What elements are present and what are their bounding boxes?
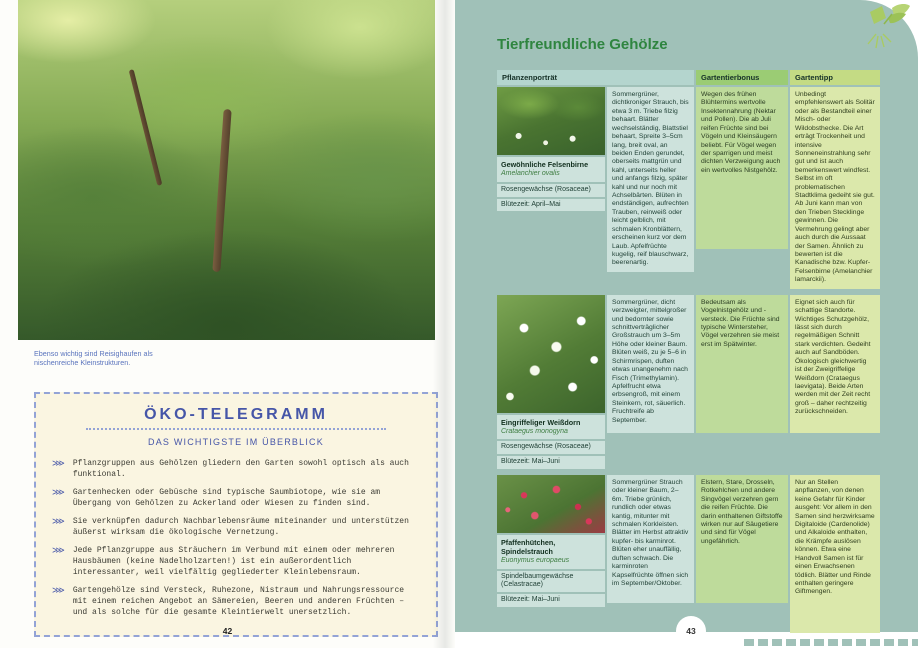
tip-text: Nur an Stellen anpflanzen, von denen keine Gefahr für Kinder ausgeht: Vor allem in den Samen sind herzwirksame Digitaloide (Cardenolide) und Alkaloide enthalten, die Krämpfe auslösen können. Etwa eine Handvoll Samen ist für einen Erwachsenen tödlich. Blätter und Rinde enthalten geringere Giftmengen. <box>790 475 880 633</box>
plant-portrait-column <box>497 295 605 469</box>
plant-photo-felsenbirne <box>497 87 605 155</box>
column-header-gartentierbonus: Gartentierbonus <box>696 70 788 85</box>
garden-photo <box>18 0 435 340</box>
tip-text: Eignet sich auch für schattige Standorte. Wichtiges Schutzgehölz, lässt sich durch regelmäßigen Schnitt stark verdichten. Gedeiht auch auf Sandböden. Ökologisch gleichwertig ist der Zweigriffelige Weißdorn (Crataegus laevigata). Beide Arten werden mit der Zeit recht groß – daher rechtzeitig zurückschneiden. <box>790 295 880 433</box>
plant-family: Rosengewächse (Rosaceae) <box>497 441 605 454</box>
bullet-text: Jede Pflanzgruppe aus Sträuchern im Verbund mit einem oder mehreren Hausbäumen (keine Nadelholzarten!) ist ein außerordentlich interessanter, weil vielfältig gegliederter Kleinlebensraum. <box>72 546 395 578</box>
plant-family: Rosengewächse (Rosaceae) <box>497 184 605 197</box>
plant-latin-name: Euonymus europaeus <box>501 556 570 564</box>
column-header-pflanzenportraet: Pflanzenporträt <box>497 70 694 85</box>
page-number-left: 42 <box>222 626 233 636</box>
bonus-text: Bedeutsam als Vogelnistgehölz und -versteck. Die Früchte sind typische Wintersteher, Vögel verzehren sie meist erst im Spätwinter. <box>696 295 788 433</box>
portrait-text: Sommergrüner Strauch oder kleiner Baum, 2–6m. Triebe grünlich, rundlich oder etwas kantig, mitunter mit schmalen Korkleisten. Blätter im Herbst attraktiv kupfer- bis karminrot. Blüten eher unauffällig, duften schwach. Die karminroten Kapselfrüchte öffnen sich im September/Oktober. <box>607 475 694 603</box>
portrait-text: Sommergrüner, dicht verzweigter, mittelgroßer und bedornter sowie schnittverträglicher Großstrauch um 3–5m Höhe oder kleiner Baum. Blüten weiß, zu je 5–6 in Schirmrispen, duften etwas unangenehm nach Fisch (Trimethylamin). Apfelfrucht etwa erbsengroß, mit einem Steinkern, rot, säuerlich. Fruchtreife ab September. <box>607 295 694 433</box>
plant-name: Eingriffeliger Weißdorn <box>501 417 581 427</box>
bottom-tick-marks <box>744 639 918 646</box>
page-number-right: 43 <box>676 616 706 646</box>
list-item <box>52 516 420 538</box>
arrow-bullet-icon: ⋙ <box>52 516 65 527</box>
arrow-bullet-icon: ⋙ <box>52 487 65 498</box>
telegram-subtitle: DAS WICHTIGSTE IM ÜBERBLICK <box>148 437 324 447</box>
bullet-text: Gartengehölze sind Versteck, Ruhezone, Nistraum und Nahrungsressource mit einem reichen Angebot an Sämereien, Beeren und anderen Früchten – und als solche für die gesamte Kleintierwelt unersetzlich. <box>72 586 405 618</box>
column-header-gartentipp: Gartentipp <box>790 70 880 85</box>
page-spine-shadow <box>433 0 455 648</box>
plant-photo-pfaffenhuetchen <box>497 475 605 533</box>
table-row <box>497 295 880 469</box>
left-page <box>0 0 455 648</box>
bullet-text: Pflanzgruppen aus Gehölzen gliedern den Garten sowohl optisch als auch funktional. <box>72 459 409 480</box>
leaf-decoration-icon <box>848 0 916 58</box>
plant-table <box>497 70 880 639</box>
list-item <box>52 545 420 578</box>
arrow-bullet-icon: ⋙ <box>52 545 65 556</box>
arrow-bullet-icon: ⋙ <box>52 585 65 596</box>
bullet-text: Gartenhecken oder Gebüsche sind typische Saumbiotope, wie sie am Übergang von Gehölzen zu Ackerland oder Wiesen zu finden sind. <box>72 488 381 509</box>
plant-portrait-column <box>497 87 605 211</box>
oeko-telegramm-box <box>34 392 438 637</box>
dotted-divider <box>86 428 386 430</box>
bullet-text: Sie verknüpfen dadurch Nachbarlebensräume miteinander und unterstützen äußerst wirksam die ökologische Vernetzung. <box>72 517 409 538</box>
right-page <box>455 0 918 632</box>
list-item <box>52 458 420 480</box>
bonus-text: Elstern, Stare, Drosseln, Rotkehlchen und andere Singvögel verzehren gern die reifen Früchte. Die darin enthaltenen Giftstoffe wirken nur auf Säugetiere und sind für Vögel ungefährlich. <box>696 475 788 603</box>
photo-caption: Ebenso wichtig sind Reisighaufen als nischenreiche Kleinstrukturen. <box>34 349 153 368</box>
tip-text: Unbedingt empfehlenswert als Solitär oder als Bestandteil einer Misch- oder Wildobsthecke. Die Art erträgt Trockenheit und intensive Sonneneinstrahlung sehr gut und ist auch bemerkenswert windfest. Selbst im oft problematischen Stadtklima gedeiht sie gut. Ab Juni kann man von den Trieben Stecklinge gewinnen. Die Vermehrung gelingt aber auch durch die Aussaat der Samen. Ähnlich zu bewerten ist die Kanadische bzw. Kupfer-Felsenbirne (Amelanchier lamarckii). <box>790 87 880 289</box>
plant-photo-weissdorn <box>497 295 605 413</box>
plant-bloom-time: Blütezeit: April–Mai <box>497 199 605 212</box>
plant-name-box <box>497 157 605 182</box>
plant-name: Pfaffenhütchen, Spindelstrauch <box>501 537 556 556</box>
telegram-title: ÖKO-TELEGRAMM <box>144 406 328 423</box>
plant-name: Gewöhnliche Felsenbirne <box>501 160 589 169</box>
portrait-text: Sommergrüner, dichtkroniger Strauch, bis etwa 3 m. Triebe filzig behaart. Blätter wechselständig, Blattstiel behaart, Spreite 3–5cm lang, breit oval, an beiden Enden gerundet, oberseits mattgrün und kahl, unterseits heller und anfangs filzig, später kahl und nur noch mit Achselbärten. Blüten in endständigen, aufrechten Trauben, reinweiß oder leicht gelblich, mit schmalen Kronblättern, erscheinen kurz vor dem Laub. Apfelfrüchte kugelig, reif blauschwarz, beerenartig. <box>607 87 694 272</box>
list-item <box>52 487 420 509</box>
list-item <box>52 585 420 618</box>
plant-bloom-time: Blütezeit: Mai–Juni <box>497 594 605 607</box>
telegram-bullet-list <box>52 458 420 618</box>
table-header-row <box>497 70 880 85</box>
table-row <box>497 87 880 289</box>
table-row <box>497 475 880 633</box>
plant-latin-name: Amelanchier ovalis <box>501 170 560 177</box>
plant-bloom-time: Blütezeit: Mai–Juni <box>497 456 605 469</box>
plant-latin-name: Crataegus monogyna <box>501 427 568 435</box>
plant-name-box <box>497 415 605 440</box>
plant-family: Spindelbaumgewächse (Celastracae) <box>497 571 605 593</box>
plant-portrait-column <box>497 475 605 607</box>
arrow-bullet-icon: ⋙ <box>52 458 65 468</box>
plant-name-box <box>497 535 605 569</box>
page-title: Tierfreundliche Gehölze <box>497 36 668 53</box>
bonus-text: Wegen des frühen Blühtermins wertvolle Insektennahrung (Nektar und Pollen). Die ab Juli reifen Früchte sind bei Vögeln und Kleinsäugern beliebt. Für Vögel wegen der sparrigen und meist dichten Verzweigung auch ein wertvolles Nistgehölz. <box>696 87 788 249</box>
